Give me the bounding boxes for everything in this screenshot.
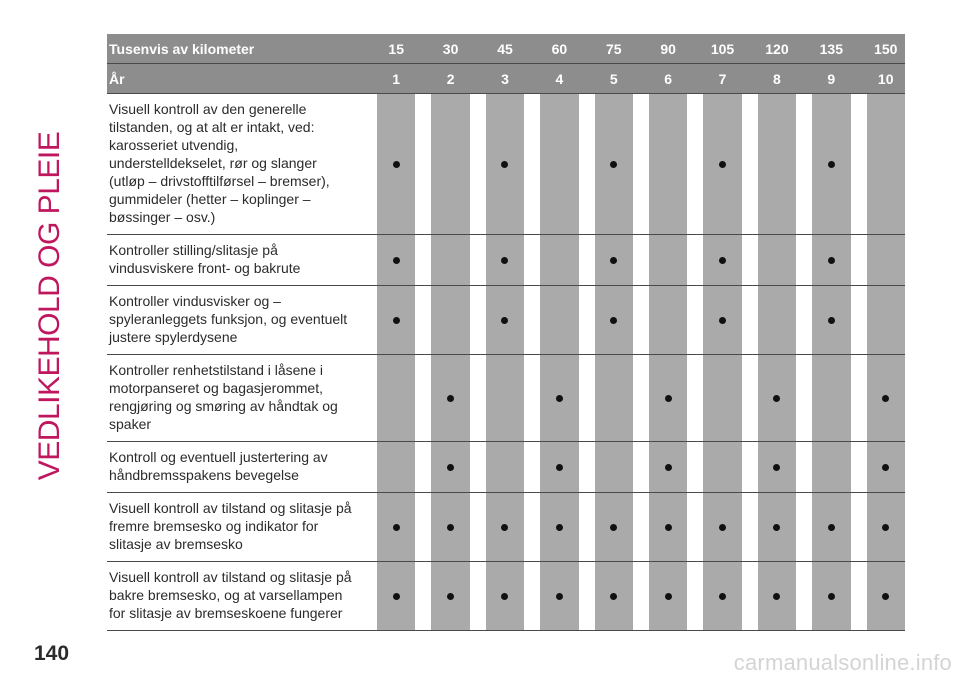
schedule-cell (540, 94, 578, 235)
column-gap (851, 442, 867, 493)
column-gap (633, 34, 649, 64)
column-gap (524, 286, 540, 355)
schedule-cell (540, 493, 578, 562)
schedule-cell (595, 286, 633, 355)
km-header-value: 150 (867, 34, 905, 64)
column-gap (851, 562, 867, 631)
schedule-cell (377, 562, 415, 631)
column-gap (742, 442, 758, 493)
column-gap (524, 493, 540, 562)
maintenance-schedule-table (107, 34, 905, 631)
check-dot-icon (393, 524, 400, 531)
column-gap (470, 442, 486, 493)
column-gap (361, 94, 377, 235)
table-row (107, 94, 905, 235)
check-dot-icon (828, 161, 835, 168)
row-label: Visuell kontroll av den generelle tilstanden, og at alt er intakt, ved: karosseriet utvendig, understelldekselet, rør og slanger (utløp – drivstofftilførsel – bremser), gummideler (hetter – koplinger – bøssinger – osv.) (107, 94, 361, 235)
column-gap (687, 235, 703, 286)
check-dot-icon (828, 593, 835, 600)
check-dot-icon (665, 395, 672, 402)
column-gap (633, 355, 649, 442)
watermark: carmanualsonline.info (733, 650, 952, 675)
table-row (107, 355, 905, 442)
schedule-cell (758, 355, 796, 442)
column-gap (415, 442, 431, 493)
km-header-value: 75 (595, 34, 633, 64)
km-header-label: Tusenvis av kilometer (107, 34, 361, 64)
schedule-cell (812, 94, 850, 235)
schedule-cell (595, 355, 633, 442)
column-gap (687, 34, 703, 64)
table-row (107, 442, 905, 493)
column-gap (579, 442, 595, 493)
schedule-cell (377, 493, 415, 562)
year-header-value: 1 (377, 64, 415, 94)
column-gap (687, 64, 703, 94)
schedule-cell (431, 286, 469, 355)
column-gap (415, 235, 431, 286)
schedule-cell (649, 235, 687, 286)
check-dot-icon (610, 524, 617, 531)
column-gap (524, 94, 540, 235)
schedule-cell (431, 493, 469, 562)
check-dot-icon (447, 524, 454, 531)
check-dot-icon (393, 161, 400, 168)
schedule-cell (867, 493, 905, 562)
column-gap (633, 562, 649, 631)
column-gap (361, 442, 377, 493)
schedule-cell (540, 286, 578, 355)
schedule-cell (649, 286, 687, 355)
column-gap (742, 355, 758, 442)
column-gap (415, 64, 431, 94)
schedule-cell (812, 235, 850, 286)
column-gap (851, 493, 867, 562)
table-row (107, 235, 905, 286)
column-gap (796, 235, 812, 286)
check-dot-icon (665, 464, 672, 471)
schedule-cell (377, 235, 415, 286)
column-gap (470, 34, 486, 64)
schedule-cell (867, 355, 905, 442)
year-header-value: 9 (812, 64, 850, 94)
schedule-cell (812, 562, 850, 631)
table-row (107, 493, 905, 562)
column-gap (524, 235, 540, 286)
schedule-cell (758, 493, 796, 562)
column-gap (361, 64, 377, 94)
column-gap (742, 493, 758, 562)
check-dot-icon (828, 524, 835, 531)
column-gap (524, 442, 540, 493)
schedule-cell (431, 94, 469, 235)
check-dot-icon (828, 317, 835, 324)
check-dot-icon (501, 257, 508, 264)
column-gap (851, 355, 867, 442)
column-gap (361, 355, 377, 442)
check-dot-icon (773, 593, 780, 600)
column-gap (633, 64, 649, 94)
check-dot-icon (447, 464, 454, 471)
column-gap (742, 562, 758, 631)
schedule-cell (595, 562, 633, 631)
schedule-cell (486, 493, 524, 562)
column-gap (633, 442, 649, 493)
schedule-cell (431, 442, 469, 493)
schedule-cell (867, 94, 905, 235)
column-gap (742, 235, 758, 286)
check-dot-icon (610, 257, 617, 264)
column-gap (796, 64, 812, 94)
check-dot-icon (828, 257, 835, 264)
schedule-cell (867, 442, 905, 493)
column-gap (687, 355, 703, 442)
column-gap (687, 493, 703, 562)
check-dot-icon (773, 524, 780, 531)
column-gap (687, 94, 703, 235)
check-dot-icon (556, 464, 563, 471)
row-label: Visuell kontroll av tilstand og slitasje på bakre bremsesko, og at varsellampen for slitasje av bremseskoene fungerer (107, 562, 361, 631)
check-dot-icon (719, 317, 726, 324)
schedule-cell (595, 493, 633, 562)
year-header-value: 4 (540, 64, 578, 94)
column-gap (579, 493, 595, 562)
check-dot-icon (393, 593, 400, 600)
column-gap (470, 286, 486, 355)
column-gap (579, 64, 595, 94)
schedule-cell (595, 94, 633, 235)
schedule-cell (812, 493, 850, 562)
schedule-cell (486, 235, 524, 286)
column-gap (524, 34, 540, 64)
schedule-cell (486, 286, 524, 355)
schedule-cell (703, 442, 741, 493)
check-dot-icon (773, 395, 780, 402)
column-gap (851, 64, 867, 94)
schedule-cell (595, 442, 633, 493)
schedule-cell (867, 562, 905, 631)
row-label: Visuell kontroll av tilstand og slitasje på fremre bremsesko og indikator for slitasje av bremsesko (107, 493, 361, 562)
check-dot-icon (719, 524, 726, 531)
schedule-cell (812, 286, 850, 355)
check-dot-icon (882, 524, 889, 531)
column-gap (524, 355, 540, 442)
column-gap (633, 493, 649, 562)
column-gap (687, 562, 703, 631)
year-header-value: 8 (758, 64, 796, 94)
check-dot-icon (719, 161, 726, 168)
column-gap (361, 34, 377, 64)
column-gap (796, 94, 812, 235)
column-gap (361, 235, 377, 286)
schedule-cell (812, 355, 850, 442)
schedule-cell (649, 493, 687, 562)
schedule-cell (703, 355, 741, 442)
column-gap (415, 34, 431, 64)
year-header-value: 10 (867, 64, 905, 94)
check-dot-icon (610, 593, 617, 600)
year-header-label: År (107, 64, 361, 94)
column-gap (796, 562, 812, 631)
column-gap (796, 493, 812, 562)
check-dot-icon (719, 257, 726, 264)
check-dot-icon (501, 161, 508, 168)
check-dot-icon (447, 395, 454, 402)
km-header-value: 120 (758, 34, 796, 64)
km-header-value: 60 (540, 34, 578, 64)
schedule-cell (540, 442, 578, 493)
check-dot-icon (556, 524, 563, 531)
column-gap (361, 286, 377, 355)
schedule-cell (703, 235, 741, 286)
column-gap (851, 235, 867, 286)
row-label: Kontroller stilling/slitasje på vindusviskere front- og bakrute (107, 235, 361, 286)
column-gap (742, 34, 758, 64)
check-dot-icon (882, 395, 889, 402)
schedule-cell (758, 286, 796, 355)
schedule-cell (649, 94, 687, 235)
column-gap (470, 235, 486, 286)
schedule-cell (812, 442, 850, 493)
schedule-cell (703, 493, 741, 562)
schedule-cell (649, 562, 687, 631)
column-gap (851, 34, 867, 64)
schedule-cell (595, 235, 633, 286)
column-gap (579, 355, 595, 442)
check-dot-icon (556, 593, 563, 600)
year-header-value: 7 (703, 64, 741, 94)
table-row (107, 286, 905, 355)
schedule-cell (377, 442, 415, 493)
check-dot-icon (556, 395, 563, 402)
schedule-cell (540, 562, 578, 631)
schedule-cell (758, 562, 796, 631)
check-dot-icon (393, 257, 400, 264)
schedule-cell (867, 235, 905, 286)
column-gap (470, 64, 486, 94)
km-header-value: 135 (812, 34, 850, 64)
schedule-cell (867, 286, 905, 355)
schedule-cell (540, 355, 578, 442)
column-gap (851, 286, 867, 355)
schedule-cell (703, 562, 741, 631)
schedule-cell (540, 235, 578, 286)
column-gap (579, 94, 595, 235)
column-gap (470, 493, 486, 562)
column-gap (361, 493, 377, 562)
column-gap (742, 64, 758, 94)
column-gap (633, 94, 649, 235)
schedule-cell (431, 235, 469, 286)
check-dot-icon (501, 317, 508, 324)
schedule-cell (431, 562, 469, 631)
column-gap (851, 94, 867, 235)
column-gap (633, 235, 649, 286)
year-header-value: 3 (486, 64, 524, 94)
column-gap (415, 286, 431, 355)
column-gap (470, 562, 486, 631)
schedule-cell (758, 235, 796, 286)
schedule-cell (377, 355, 415, 442)
schedule-cell (703, 94, 741, 235)
column-gap (579, 562, 595, 631)
schedule-cell (486, 355, 524, 442)
check-dot-icon (665, 593, 672, 600)
year-header-value: 2 (431, 64, 469, 94)
row-label: Kontroll og eventuell justertering av håndbremsspakens bevegelse (107, 442, 361, 493)
column-gap (415, 94, 431, 235)
column-gap (470, 94, 486, 235)
row-label: Kontroller vindusvisker og –spyleranleggets funksjon, og eventuelt justere spylerdysene (107, 286, 361, 355)
check-dot-icon (882, 593, 889, 600)
header-row-year (107, 64, 905, 94)
schedule-cell (486, 442, 524, 493)
schedule-cell (431, 355, 469, 442)
schedule-cell (758, 94, 796, 235)
column-gap (796, 355, 812, 442)
year-header-value: 5 (595, 64, 633, 94)
table-row (107, 562, 905, 631)
row-label: Kontroller renhetstilstand i låsene i motorpanseret og bagasjerommet, rengjøring og smøring av håndtak og spaker (107, 355, 361, 442)
column-gap (742, 286, 758, 355)
schedule-cell (486, 562, 524, 631)
section-title-text: VEDLIKEHOLD OG PLEIE (33, 131, 66, 481)
header-row-km (107, 34, 905, 64)
column-gap (579, 235, 595, 286)
check-dot-icon (773, 464, 780, 471)
column-gap (796, 442, 812, 493)
schedule-cell (377, 94, 415, 235)
column-gap (524, 64, 540, 94)
schedule-cell (703, 286, 741, 355)
check-dot-icon (719, 593, 726, 600)
km-header-value: 30 (431, 34, 469, 64)
km-header-value: 90 (649, 34, 687, 64)
check-dot-icon (393, 317, 400, 324)
column-gap (742, 94, 758, 235)
column-gap (415, 562, 431, 631)
km-header-value: 15 (377, 34, 415, 64)
schedule-cell (377, 286, 415, 355)
column-gap (796, 286, 812, 355)
check-dot-icon (882, 464, 889, 471)
column-gap (633, 286, 649, 355)
column-gap (470, 355, 486, 442)
km-header-value: 105 (703, 34, 741, 64)
column-gap (796, 34, 812, 64)
column-gap (415, 355, 431, 442)
column-gap (361, 562, 377, 631)
page-number: 140 (34, 642, 70, 665)
column-gap (579, 286, 595, 355)
check-dot-icon (501, 524, 508, 531)
schedule-cell (649, 442, 687, 493)
check-dot-icon (610, 317, 617, 324)
year-header-value: 6 (649, 64, 687, 94)
column-gap (687, 286, 703, 355)
schedule-cell (758, 442, 796, 493)
schedule-cell (649, 355, 687, 442)
km-header-value: 45 (486, 34, 524, 64)
check-dot-icon (501, 593, 508, 600)
schedule-cell (486, 94, 524, 235)
check-dot-icon (447, 593, 454, 600)
check-dot-icon (665, 524, 672, 531)
column-gap (687, 442, 703, 493)
column-gap (415, 493, 431, 562)
check-dot-icon (610, 161, 617, 168)
column-gap (524, 562, 540, 631)
column-gap (579, 34, 595, 64)
